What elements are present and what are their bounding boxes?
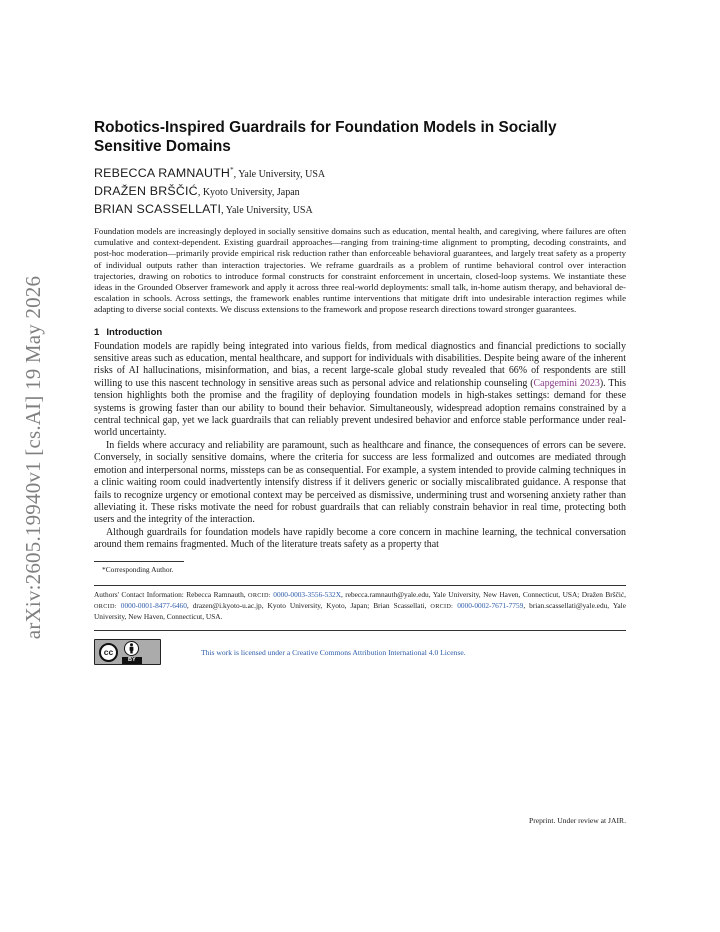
- attribution-person-icon: [124, 641, 139, 656]
- orcid-link-scassellati[interactable]: 0000-0002-7671-7759: [457, 600, 524, 610]
- cc-icon: cc: [99, 643, 118, 662]
- contact-text: , drazen@i.kyoto-u.ac.jp, Kyoto University, Kyoto, Japan; Brian Scassellati,: [186, 600, 431, 610]
- arxiv-identifier-text: arXiv:2605.19940v1 [cs.AI] 19 May 2026: [21, 275, 46, 639]
- orcid-link-brscic[interactable]: 0000-0001-8477-6460: [120, 600, 187, 610]
- contact-text: , brian.scassellati@yale.edu, Yale University, New Haven, Connecticut, USA.: [94, 600, 626, 622]
- author-name: DRAŽEN BRŠČIĆ: [94, 184, 198, 198]
- contact-divider-bottom: [94, 630, 626, 631]
- paper-title: Robotics-Inspired Guardrails for Foundation Models in Socially Sensitive Domains: [94, 119, 557, 155]
- preprint-note: Preprint. Under review at JAIR.: [528, 816, 626, 825]
- author-affiliation: , Kyoto University, Japan: [197, 187, 300, 198]
- author-name: REBECCA RAMNAUTH: [94, 166, 231, 180]
- footnote-corresponding-author: *Corresponding Author.: [102, 564, 174, 574]
- author-affiliation: , Yale University, USA: [221, 205, 313, 216]
- by-block: [122, 641, 142, 664]
- author-entry: [94, 183, 626, 201]
- author-entry: [94, 162, 626, 183]
- author-name: BRIAN SCASSELLATI: [94, 202, 222, 216]
- person-glyph: [127, 643, 136, 654]
- paragraph-text: ). This tension highlights both the promise and the fragility of deploying foundation models in high-stakes settings: demand for these systems is growing faster than our ability to bound their behavior. Simultaneously, widespread adoption remains constrained by a central technical gap, yet we lack guardrails that can reliably prevent undesired behavior and enforce stable performance under real-world uncertainty.: [94, 377, 626, 439]
- citation-link[interactable]: Capgemini 2023: [533, 377, 600, 389]
- contact-divider-top: [94, 585, 626, 586]
- author-contact-info: [94, 590, 626, 623]
- intro-paragraph-3: Although guardrails for foundation models have rapidly become a core concern in machine learning, the technical conversation around them remains fragmented. Much of the literature treats safety as a property that: [94, 526, 626, 551]
- author-mark: *: [230, 166, 234, 174]
- arxiv-identifier: [18, 262, 50, 652]
- license-row: [94, 639, 626, 665]
- author-entry: [94, 201, 626, 219]
- contact-text: , rebecca.ramnauth@yale.edu, Yale University, New Haven, Connecticut, USA; Dražen Brščić,: [341, 589, 627, 599]
- orcid-label: ORCID:: [430, 602, 458, 610]
- author-list: [94, 162, 626, 219]
- paragraph-text: Foundation models are rapidly being integrated into various fields, from medical diagnostics and financial predictions to socially sensitive areas such as education, mental healthcare, and support for individuals with disabilities. Despite being aware of the inherent risks of AI hallucinations, misinformation, and bias, a recent large-scale global study revealed that 66% of respondents are still willing to use this nascent technology in sensitive areas such as personal advice and relationship counseling (: [94, 340, 626, 389]
- orcid-label: ORCID:: [94, 602, 121, 610]
- abstract: Foundation models are increasingly deployed in socially sensitive domains such as education, mental health, and caregiving, where failures are often cumulative and context-dependent. Existing guardrail approaches—ranging from training-time alignment to prompting, decoding constraints, and post-hoc moderation—primarily provide empirical risk reduction rather than enforceable behavioral guarantees, and largely treat safety as a property of individual outputs rather than interaction trajectories. We reframe guardrails as a problem of runtime behavioral control over interaction trajectories, drawing on robotics to introduce formal constructs for constraint enforcement in uncertain, closed-loop systems. We instantiate these ideas in the Grounded Observer framework and apply it across three real-world deployments: small talk, in-home autism therapy, and behavioral de-escalation in schools. Across settings, the framework enables runtime interventions that mitigate drift into undesirable interaction regimes while adapting to diverse social contexts. We discuss extensions to the framework and propose research directions toward stronger guarantees.: [94, 226, 626, 315]
- intro-paragraph-2: In fields where accuracy and reliability are paramount, such as healthcare and finance, the consequences of errors can be severe. Conversely, in socially sensitive domains, where the criteria for success are less formalized and outcomes are mediated through emotion and interpersonal norms, missteps can be as consequential. For example, a system intended to provide calming techniques in a clinic waiting room could inadvertently intensify distress if it delivers generic or socially miscalibrated guidance. A response that fails to recognize urgency or emotional context may be perceived as dismissive, undermining trust and worsening anxiety rather than alleviating it. These risks motivate the need for robust guardrails that can reliably constrain behavior in real time, protecting both users and the integrity of the interaction.: [94, 439, 626, 526]
- contact-text: Authors' Contact Information: Rebecca Ramnauth,: [94, 589, 249, 599]
- orcid-link-ramnauth[interactable]: 0000-0003-3556-532X: [273, 589, 341, 599]
- license-link[interactable]: This work is licensed under a Creative Commons Attribution International 4.0 License.: [201, 647, 466, 657]
- by-label: BY: [122, 657, 142, 664]
- author-affiliation: , Yale University, USA: [233, 169, 326, 180]
- footnote-divider: [94, 561, 184, 562]
- intro-paragraph-1: [94, 341, 626, 440]
- section-title: Introduction: [106, 326, 163, 338]
- paper-page: [94, 118, 626, 665]
- section-number: 1: [94, 326, 100, 338]
- orcid-label: ORCID:: [248, 591, 274, 599]
- cc-by-badge[interactable]: [94, 639, 161, 665]
- section-heading: [94, 327, 626, 338]
